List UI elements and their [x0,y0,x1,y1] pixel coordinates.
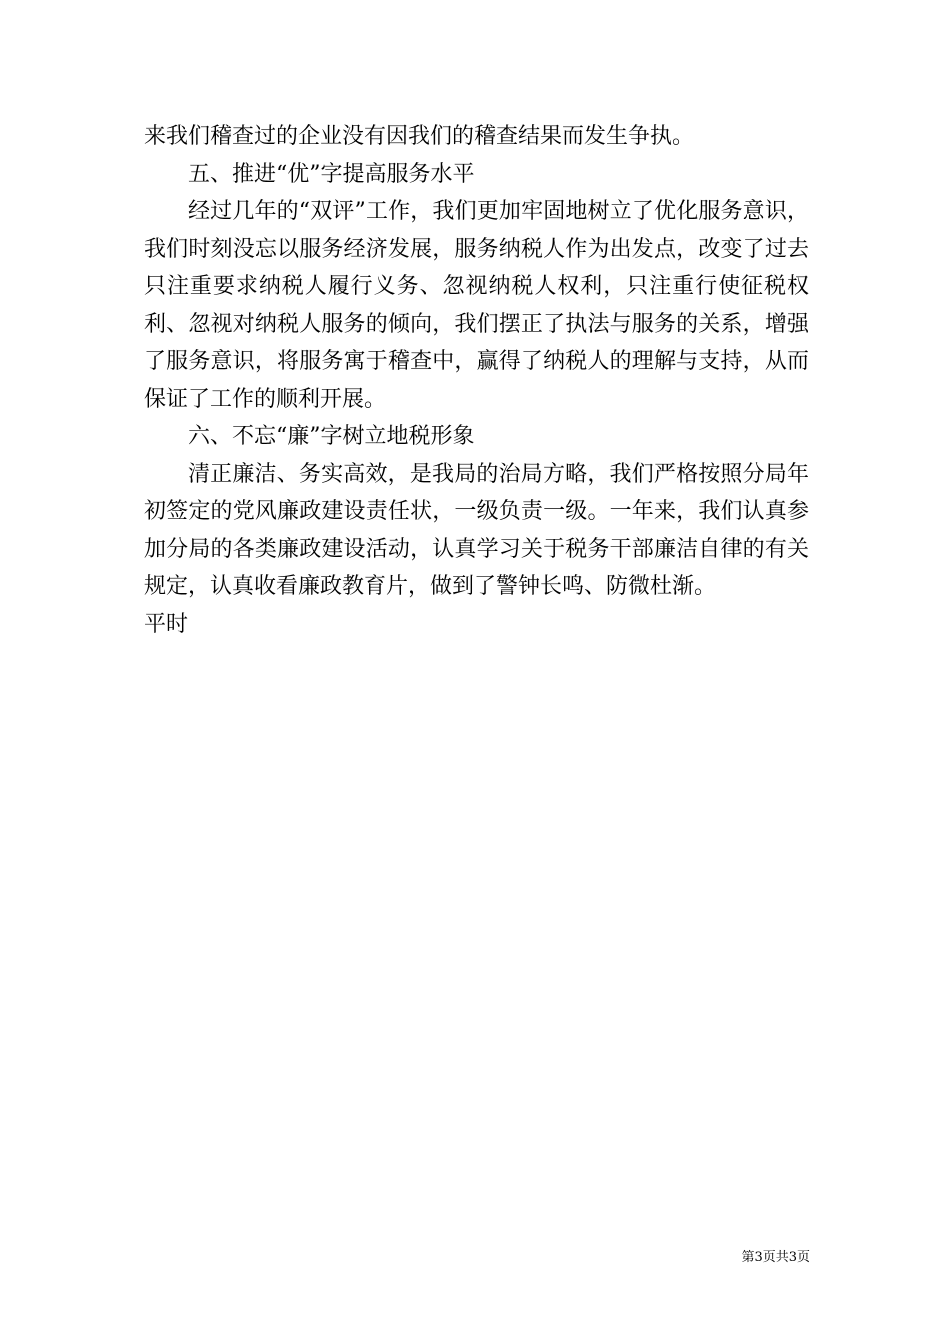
paragraph-integrity: 清正廉洁、务实高效，是我局的治局方略，我们严格按照分局年初签定的党风廉政建设责任状，一级负责一级。一年来，我们认真参加分局的各类廉政建设活动，认真学习关于税务干部廉洁自律的有关规定，认真收看廉政教育片，做到了警钟长鸣、防微杜渐。 [144,461,809,599]
paragraph-trailing: 平时 [144,611,189,637]
paragraph-continuation: 来我们稽查过的企业没有因我们的稽查结果而发生争执。 [144,124,695,149]
section-heading-six: 六、不忘“廉”字树立地税形象 [188,424,475,449]
section-heading-five: 五、推进“优”字提高服务水平 [188,161,475,187]
paragraph-service: 经过几年的“双评”工作，我们更加牢固地树立了优化服务意识，我们时刻没忘以服务经济发展，服务纳税人作为出发点，改变了过去只注重要求纳税人履行义务、忽视纳税人权利，只注重行使征税权利、忽视对纳税人服务的倾向，我们摆正了执法与服务的关系，增强了服务意识，将服务寓于稽查中，赢得了纳税人的理解与支持，从而保证了工作的顺利开展。 [144,199,809,412]
page-number-footer: 第3页共3页 [741,1250,810,1265]
document-body [144,118,809,643]
